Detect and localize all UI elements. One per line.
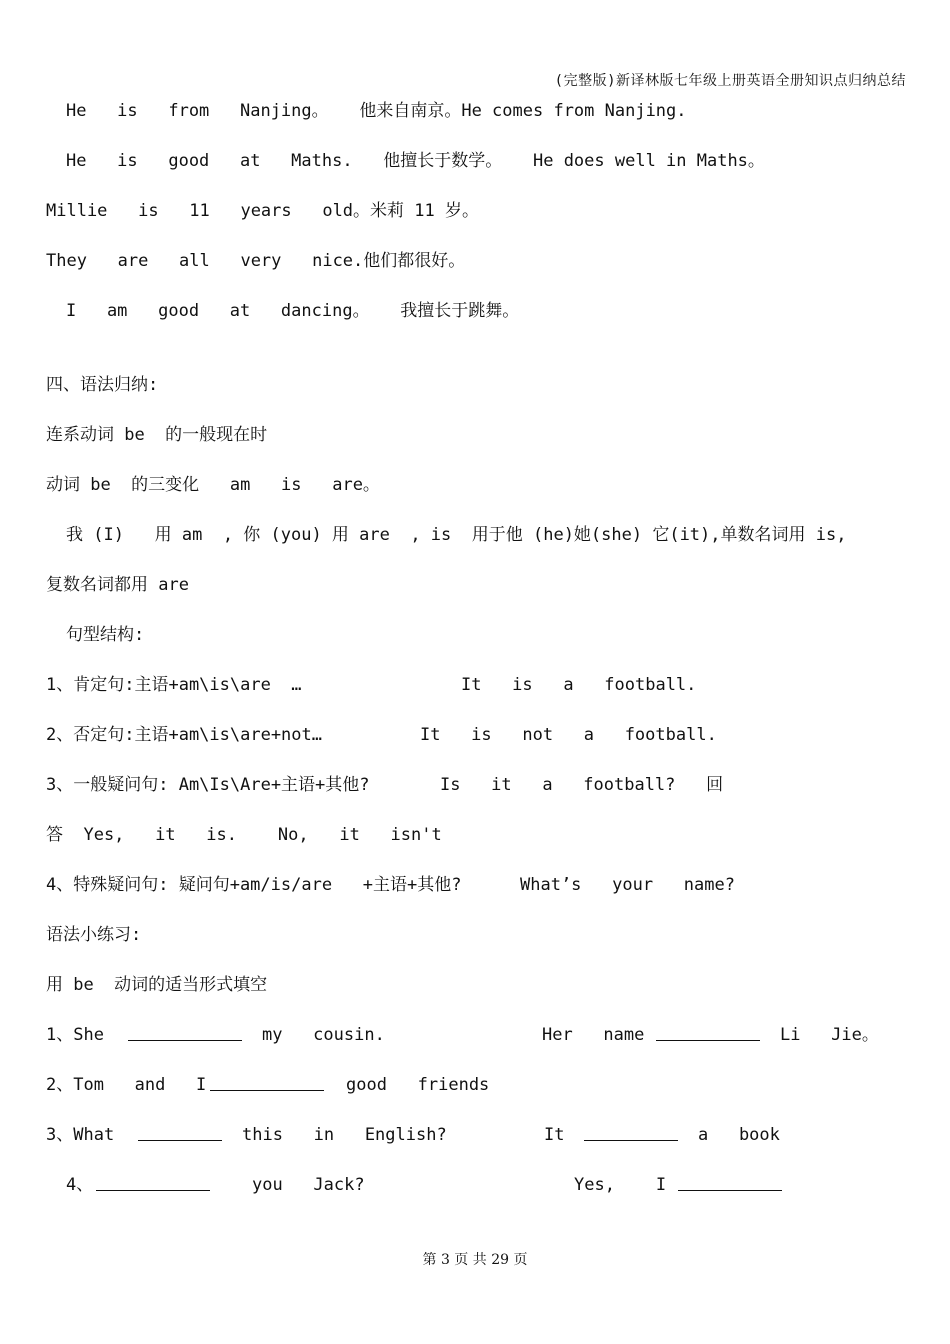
structure-affirmative-example: It is a football. [461,675,697,695]
q1-text-3: Li Jie。 [780,1025,879,1045]
rule-line-1: 我 (I) 用 am , 你 (you) 用 are , is 用于他 (he)她(she) 它(it),单数名词用 is, [66,525,847,545]
structure-wh-text: 4、特殊疑问句: 疑问句+am/is/are +主语+其他? [46,875,462,895]
be-forms: 动词 be 的三变化 am is are。 [46,475,380,495]
q2-blank[interactable] [210,1076,324,1091]
q3-text: this in English? [242,1125,447,1145]
practice-title: 语法小练习: [46,925,142,945]
q1-blank-1[interactable] [128,1026,242,1041]
q3-text-3: a book [698,1125,780,1145]
structure-yesno-text: 3、一般疑问句: Am\Is\Are+主语+其他? [46,775,370,795]
q3-blank-2[interactable] [584,1126,678,1141]
example-line-4: They are all very nice.他们都很好。 [46,251,466,271]
structure-wh-example: What’s your name? [520,875,735,895]
section-title: 四、语法归纳: [46,375,159,395]
q4-text-2: Yes, I [574,1175,667,1195]
q3-subject: 3、What [46,1125,115,1145]
q1-blank-2[interactable] [656,1026,760,1041]
structure-negative-example: It is not a football. [420,725,717,745]
structure-negative-text: 2、否定句:主语+am\is\are+not… [46,725,322,745]
structure-yesno-example: Is it a football? 回 [440,775,724,795]
rule-line-2: 复数名词都用 are [46,575,189,595]
practice-instruction: 用 be 动词的适当形式填空 [46,975,268,995]
q3-text-2: It [544,1125,565,1145]
structure-affirmative-text: 1、肯定句:主语+am\is\are … [46,675,302,695]
q2-subject: 2、Tom and I [46,1075,207,1095]
page-number: 第 3 页 共 29 页 [422,1252,528,1268]
q2-text: good friends [346,1075,490,1095]
q1-subject: 1、She [46,1025,104,1045]
example-line-3: Millie is 11 years old。米莉 11 岁。 [46,201,479,221]
document-header: (完整版)新译林版七年级上册英语全册知识点归纳总结 [554,73,906,89]
q4-blank-1[interactable] [96,1176,210,1191]
q1-text: my cousin. [262,1025,385,1045]
example-line-2: He is good at Maths. 他擅长于数学。 He does well in Maths。 [66,151,765,171]
example-line-5: I am good at dancing。 我擅长于跳舞。 [66,301,520,321]
structure-yesno-answer: 答 Yes, it is. No, it isn't [46,825,442,845]
q1-text-2: Her name [542,1025,645,1045]
grammar-topic: 连系动词 be 的一般现在时 [46,425,268,445]
q4-blank-2[interactable] [678,1176,782,1191]
q3-blank-1[interactable] [138,1126,222,1141]
example-line-1: He is from Nanjing。 他来自南京。He comes from Nanjing. [66,101,687,121]
q4-number: 4、 [66,1175,94,1195]
q4-text: you Jack? [252,1175,365,1195]
structures-title: 句型结构: [66,625,145,645]
